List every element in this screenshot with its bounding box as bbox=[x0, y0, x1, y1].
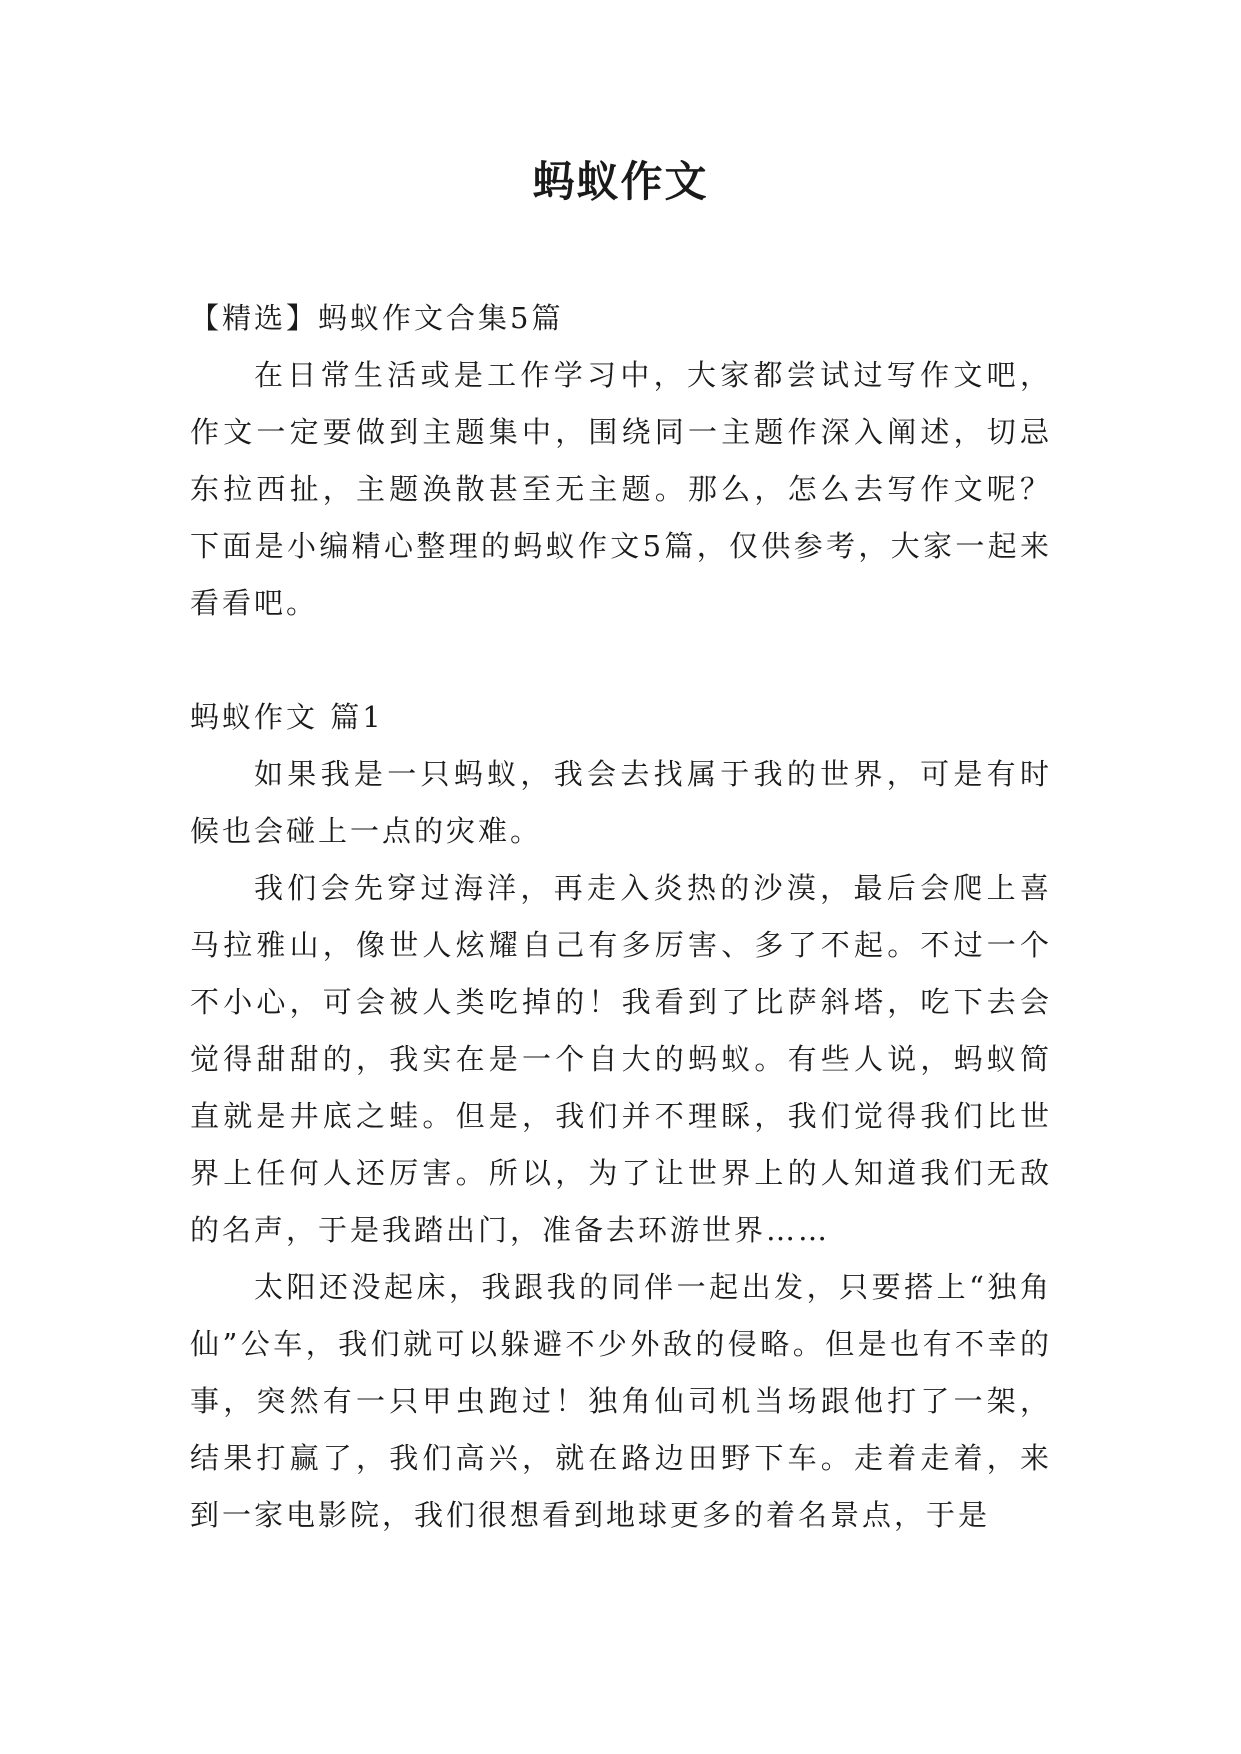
intro-paragraph: 在日常生活或是工作学习中，大家都尝试过写作文吧，作文一定要做到主题集中，围绕同一主题作深入阐述，切忌东拉西扯，主题涣散甚至无主题。那么，怎么去写作文呢？下面是小编精心整理的蚂蚁作文5篇，仅供参考，大家一起来看看吧。 bbox=[190, 358, 1052, 620]
body-paragraph-1: 如果我是一只蚂蚁，我会去找属于我的世界，可是有时候也会碰上一点的灾难。 bbox=[190, 757, 1052, 848]
document-subtitle: 【精选】蚂蚁作文合集5篇 bbox=[190, 301, 564, 335]
document-body bbox=[190, 290, 1052, 1544]
section-gap bbox=[190, 632, 1052, 689]
section-heading: 蚂蚁作文 篇1 bbox=[190, 700, 384, 734]
document-title: 蚂蚁作文 bbox=[532, 157, 709, 206]
body-paragraph-2: 我们会先穿过海洋，再走入炎热的沙漠，最后会爬上喜马拉雅山，像世人炫耀自己有多厉害、多了不起。不过一个不小心，可会被人类吃掉的！我看到了比萨斜塔，吃下去会觉得甜甜的，我实在是一个自大的蚂蚁。有些人说，蚂蚁简直就是井底之蛙。但是，我们并不理睬，我们觉得我们比世界上任何人还厉害。所以，为了让世界上的人知道我们无敌的名声，于是我踏出门，准备去环游世界…… bbox=[190, 871, 1052, 1247]
body-paragraph-3: 太阳还没起床，我跟我的同伴一起出发，只要搭上“独角仙”公车，我们就可以躲避不少外敌的侵略。但是也有不幸的事，突然有一只甲虫跑过！独角仙司机当场跟他打了一架，结果打赢了，我们高兴，就在路边田野下车。走着走着，来到一家电影院，我们很想看到地球更多的着名景点，于是 bbox=[190, 1270, 1052, 1532]
